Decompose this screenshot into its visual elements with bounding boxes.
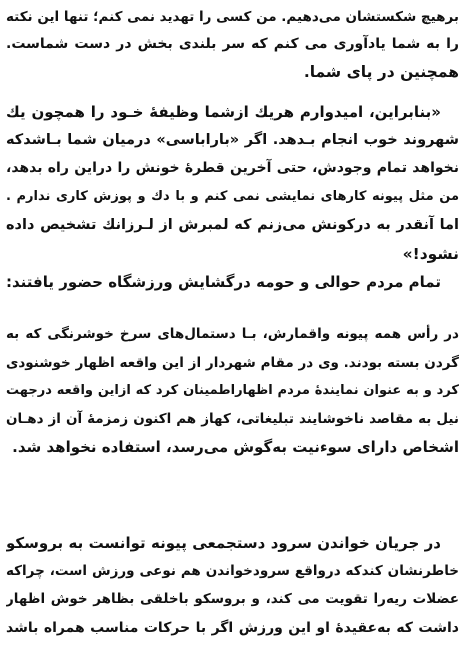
paragraph-3-line-4: کرد و به عنوان نمایندهٔ مردم اظهاراطمینان کرد که ازاین واقعه درجهت: [6, 383, 459, 398]
paragraph-4-line-2: خاطرنشان کندکه درواقع سرودخواندن هم نوعی ورزش است، چراکه: [6, 563, 459, 579]
paragraph-2-line-3: نخواهد تمام وجودش، حتی آخرین قطرهٔ خونش را دراین راه بدهد،: [6, 160, 459, 176]
paragraph-3-line-2: در رأس همه پیونه واقمارش، بـا دستمال‌های سرخ خوشرنگی که به: [6, 326, 459, 342]
paragraph-4-line-3: عضلات ریه‌را تقویت می کند، و بروسکو باخلقی بظاهر خوش اظهار: [6, 591, 459, 607]
paragraph-2-line-2: شهروند خوب انجام بـدهد. اگر «باراباسی» درمیان شما بـاشدکه: [6, 132, 459, 148]
paragraph-4-line-4: داشت که به‌عقیدهٔ او این ورزش اگر با حرکات مناسب همراه باشد: [6, 620, 459, 636]
paragraph-3-line-1: تمام مردم حوالی و حومه درگشایش ورزشگاه حضور یافتند:: [6, 273, 441, 291]
paragraph-3-line-6: اشخاص دارای سوءنیت به‌گوش می‌رسد، استفاده نخواهد شد.: [12, 438, 459, 456]
paragraph-1-line-2: را به شما یادآوری می کنم که سر بلندی بخش در دست شماست.: [6, 36, 459, 52]
paragraph-2-line-5: اما آنقدر به درکونش می‌زنم که لمبرش از لـرزانك تشخیص داده: [6, 217, 459, 233]
paragraph-2-line-6: نشود!»: [402, 245, 459, 263]
paragraph-1-line-1: برهیچ شکستشان می‌دهیم. من کسی را تهدید نمی کنم؛ تنها این نکته: [6, 9, 459, 25]
paragraph-1-line-3: همچنین در پای شما.: [303, 63, 459, 81]
paragraph-2-line-4: من مثل پیونه کارهای نمایشی نمی کنم و با دك و پوزش کاری ندارم .: [6, 189, 459, 204]
paragraph-3-line-3: گردن بسته بودند. وی در مقام شهردار از این واقعه اظهار خوشنودی: [6, 355, 459, 371]
book-page: [6, 4, 459, 652]
paragraph-2-line-1: «بنابراین، امیدوارم هریك ازشما وظیفهٔ خـود را همچون یك: [6, 103, 441, 121]
paragraph-4-line-1: در جریان خواندن سرود دستجمعی پیونه توانست به بروسکو: [6, 534, 441, 552]
paragraph-3-line-5: نیل به مقاصد ناخوشایند تبلیغاتی، کهاز هم اکنون زمزمهٔ آن از دهـان: [6, 411, 459, 427]
